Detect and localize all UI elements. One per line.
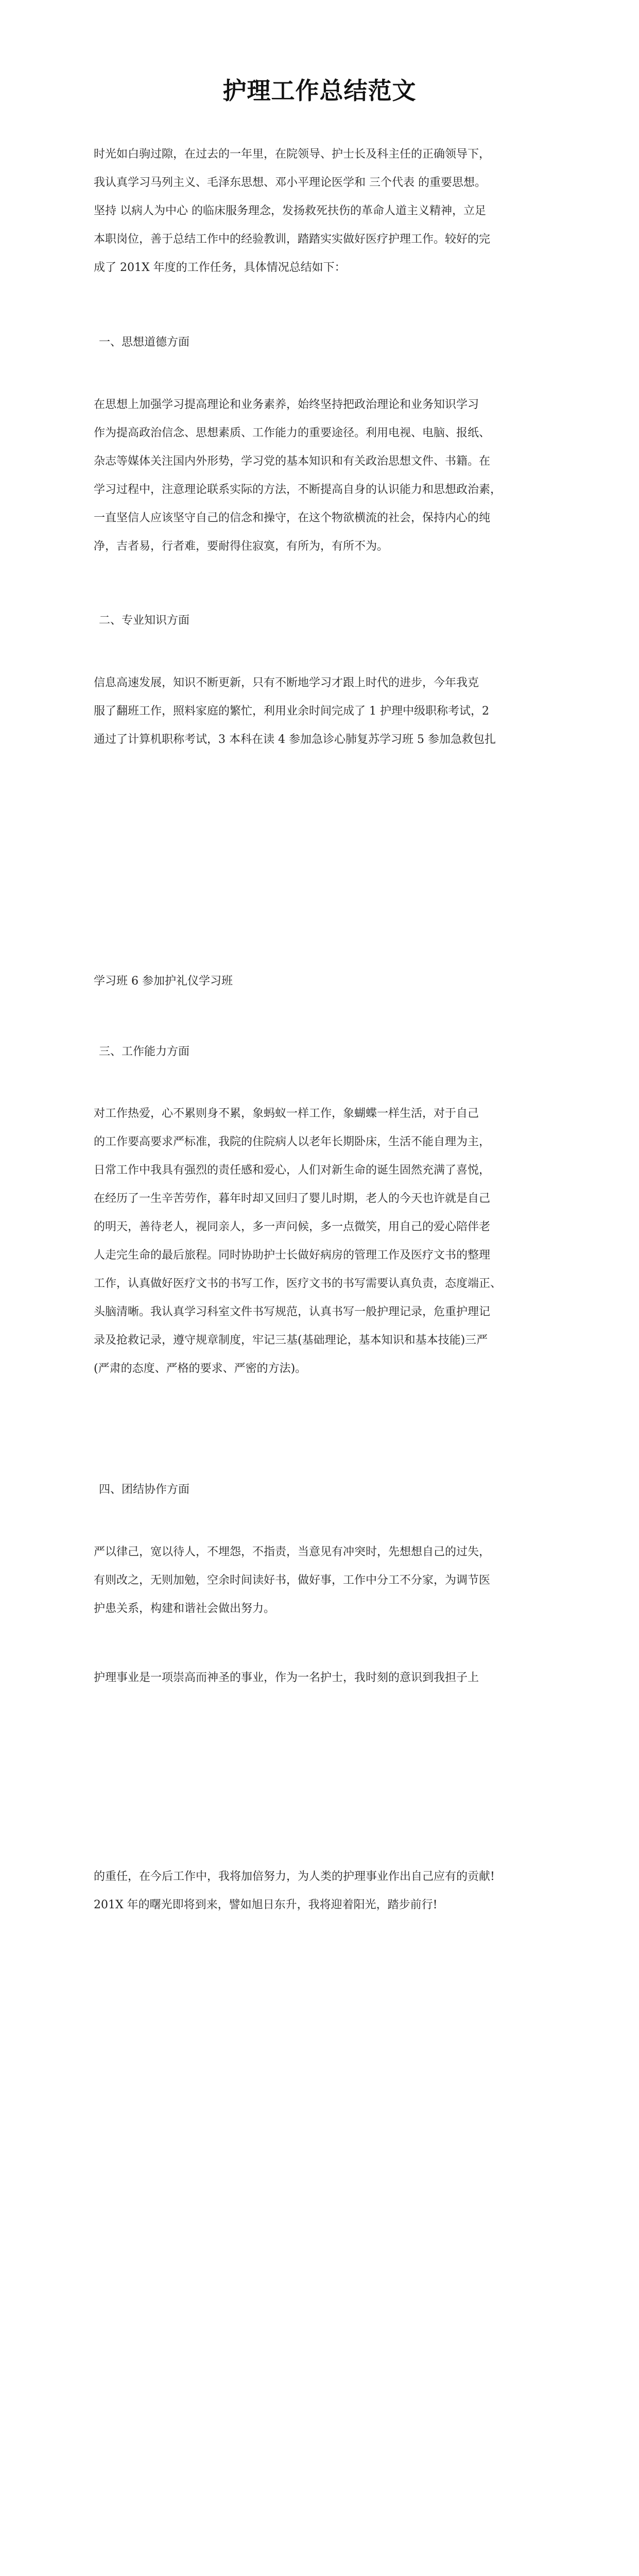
section-paragraph-knowledge-continuation: 学习班 6 参加护礼仪学习班: [94, 975, 233, 988]
section-paragraph-teamwork: [94, 1538, 537, 1623]
text-line: 的明天，善待老人，视同亲人，多一声问候，多一点微笑，用自己的爱心陪伴老: [94, 1221, 491, 1233]
text-line: 杂志等媒体关注国内外形势，学习党的基本知识和有关政治思想文件、书籍。在: [94, 455, 491, 468]
text-line: 录及抢救记录，遵守规章制度，牢记三基(基础理论，基本知识和基本技能)三严: [94, 1334, 488, 1347]
text-line: 护患关系，构建和谐社会做出努力。: [94, 1602, 275, 1615]
section-heading-ideology: 一、思想道德方面: [99, 336, 190, 349]
section-paragraph-ability: [94, 1099, 537, 1383]
text-line: 一直坚信人应该坚守自己的信念和操守，在这个物欲横流的社会，保持内心的纯: [94, 512, 491, 524]
text-line: 人走完生命的最后旅程。同时协助护士长做好病房的管理工作及医疗文书的整理: [94, 1249, 491, 1262]
closing-line: 201X 年的曙光即将到来，譬如旭日东升，我将迎着阳光，踏步前行!: [94, 1899, 438, 1911]
text-line: 服了翻班工作，照料家庭的繁忙，利用业余时间完成了 1 护理中级职称考试，2: [94, 705, 489, 718]
section-heading-teamwork: 四、团结协作方面: [99, 1483, 190, 1496]
text-line: 本职岗位，善于总结工作中的经验教训，踏踏实实做好医疗护理工作。较好的完: [94, 233, 491, 246]
text-line: 我认真学习马列主义、毛泽东思想、邓小平理论医学和 三个代表 的重要思想。: [94, 176, 486, 189]
text-line: (严肃的态度、严格的要求、严密的方法)。: [94, 1362, 307, 1375]
text-line: 日常工作中我具有强烈的责任感和爱心，人们对新生命的诞生固然充满了喜悦，: [94, 1164, 491, 1177]
text-line: 成了 201X 年度的工作任务，具体情况总结如下：: [94, 261, 346, 274]
text-line: 在经历了一生辛苦劳作，暮年时却又回归了婴儿时期，老人的今天也许就是自己: [94, 1192, 491, 1205]
text-line: 有则改之，无则加勉，空余时间读好书，做好事，工作中分工不分家，为调节医: [94, 1574, 491, 1587]
text-line: 严以律己，宽以待人，不埋怨，不指责，当意见有冲突时，先想想自己的过失，: [94, 1546, 491, 1558]
text-line: 坚持 以病人为中心 的临床服务理念，发扬救死扶伤的革命人道主义精神，立足: [94, 205, 486, 217]
section-heading-ability: 三、工作能力方面: [99, 1045, 190, 1058]
text-line: 对工作热爱，心不累则身不累，象蚂蚁一样工作，象蝴蝶一样生活，对于自己: [94, 1107, 479, 1120]
section-heading-knowledge: 二、专业知识方面: [99, 614, 190, 627]
document-title: 护理工作总结范文: [222, 77, 417, 105]
text-line: 净，吉者易，行者难，要耐得住寂寞，有所为，有所不为。: [94, 540, 389, 553]
section-paragraph-knowledge: [94, 669, 537, 754]
text-line: 通过了计算机职称考试，3 本科在读 4 参加急诊心肺复苏学习班 5 参加急救包扎: [94, 733, 496, 746]
intro-paragraph: [94, 140, 537, 282]
text-line: 学习过程中，注意理论联系实际的方法，不断提高自身的认识能力和思想政治素，: [94, 483, 502, 496]
text-line: 工作，认真做好医疗文书的书写工作，医疗文书的书写需要认真负责，态度端正、: [94, 1277, 502, 1290]
section-paragraph-ideology: [94, 391, 537, 561]
text-line: 头脑清晰。我认真学习科室文件书写规范，认真书写一般护理记录，危重护理记: [94, 1306, 491, 1318]
closing-line: 的重任，在今后工作中，我将加倍努力，为人类的护理事业作出自己应有的贡献!: [94, 1870, 495, 1883]
text-line: 作为提高政治信念、思想素质、工作能力的重要途径。利用电视、电脑、报纸、: [94, 427, 491, 439]
text-line: 的工作要高要求严标准，我院的住院病人以老年长期卧床，生活不能自理为主，: [94, 1136, 491, 1148]
text-line: 信息高速发展，知识不断更新，只有不断地学习才跟上时代的进步，今年我克: [94, 676, 479, 689]
text-line: 在思想上加强学习提高理论和业务素养，始终坚持把政治理论和业务知识学习: [94, 398, 479, 411]
closing-line: 护理事业是一项崇高而神圣的事业，作为一名护士，我时刻的意识到我担子上: [94, 1671, 479, 1684]
text-line: 时光如白驹过隙，在过去的一年里，在院领导、护士长及科主任的正确领导下，: [94, 148, 491, 161]
